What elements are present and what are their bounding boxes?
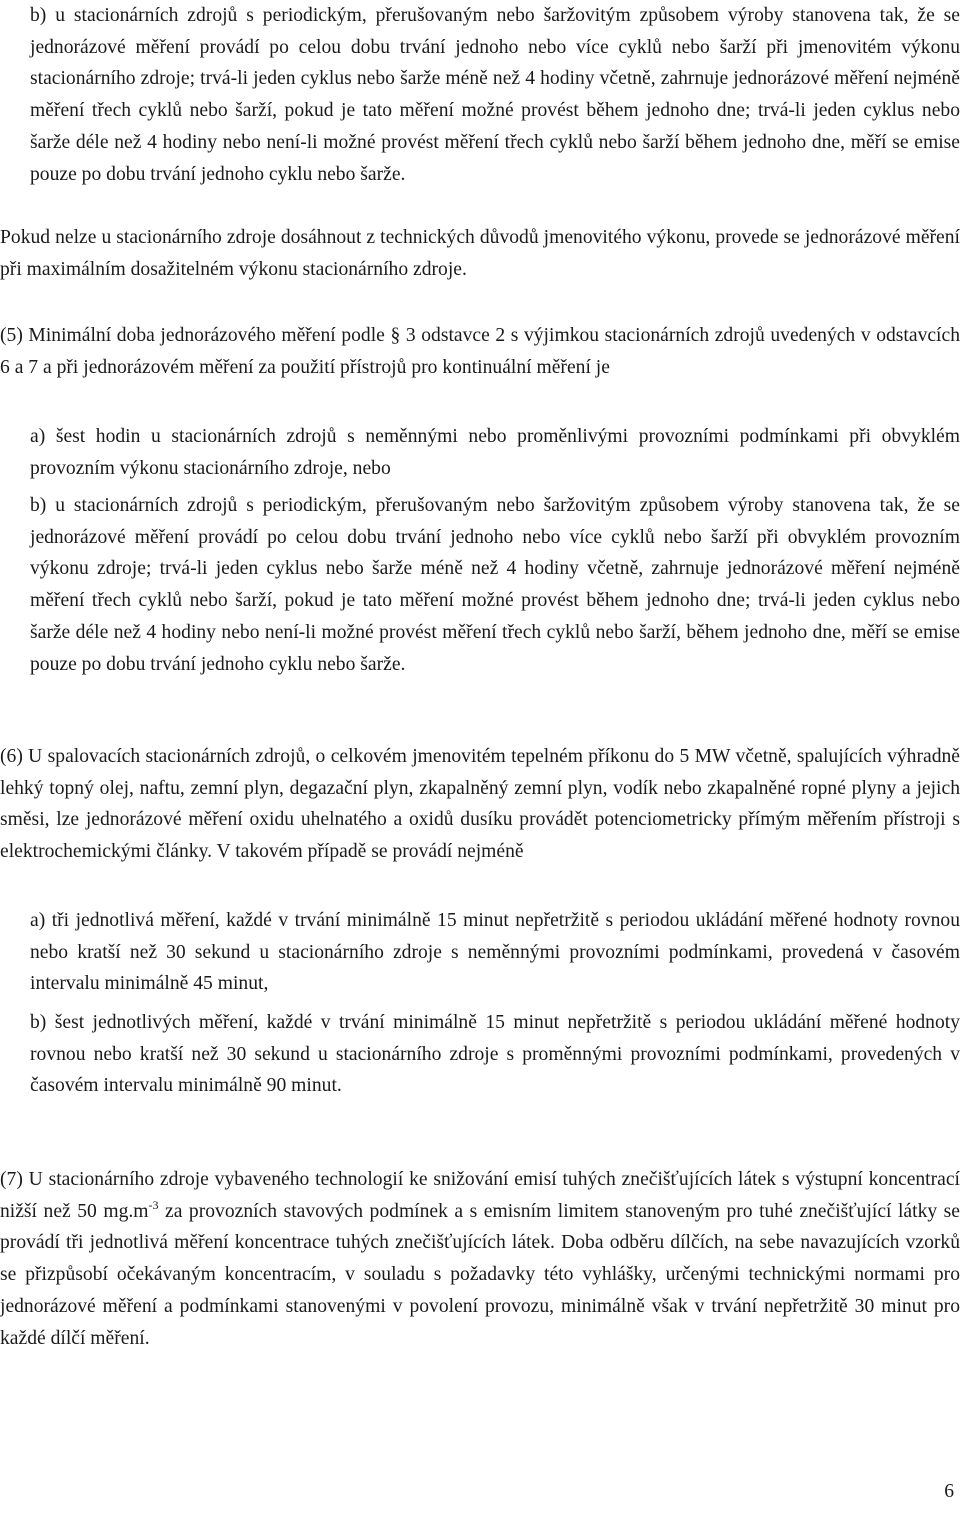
paragraph-5b: b) u stacionárních zdrojů s periodickým, přerušovaným nebo šaržovitým způsobem výroby stanovena tak, že se jednorázové měření provádí po celou dobu trvání jednoho nebo více cyklů nebo šarží při obvyklém provozním výkonu zdroje; trvá-li jeden cyklus nebo šarže méně než 4 hodiny včetně, zahrnuje jednorázové měření nejméně měření třech cyklů nebo šarží, pokud je tato měření možné provést během jednoho dne; trvá-li jeden cyklus nebo šarže déle než 4 hodiny nebo není-li možné provést měření třech cyklů nebo šarží, během jednoho dne, měří se emise pouze po dobu trvání jednoho cyklu nebo šarže. [30, 495, 960, 675]
unit-exponent: -3 [148, 1197, 159, 1212]
paragraph-5-intro: (5) Minimální doba jednorázového měření podle § 3 odstavce 2 s výjimkou stacionárních zdrojů uvedených v odstavcích 6 a 7 a při jednorázovém měření za použití přístrojů pro kontinuální měření je [0, 325, 960, 378]
page-number: 6 [944, 1481, 954, 1502]
paragraph-nominal-power-note: Pokud nelze u stacionárního zdroje dosáhnout z technických důvodů jmenovitého výkonu, provede se jednorázové měření při maximálním dosažitelném výkonu stacionárního zdroje. [0, 227, 960, 280]
paragraph-4b-continued: b) u stacionárních zdrojů s periodickým, přerušovaným nebo šaržovitým způsobem výroby stanovena tak, že se jednorázové měření provádí po celou dobu trvání jednoho nebo více cyklů nebo šarží při jmenovitém výkonu stacionárního zdroje; trvá-li jeden cyklus nebo šarže méně než 4 hodiny včetně, zahrnuje jednorázové měření nejméně měření třech cyklů nebo šarží, pokud je tato měření možné provést během jednoho dne; trvá-li jeden cyklus nebo šarže déle než 4 hodiny nebo není-li možné provést měření třech cyklů nebo šarží během jednoho dne, měří se emise pouze po dobu trvání jednoho cyklu nebo šarže. [30, 5, 960, 185]
paragraph-7-text-start: (7) U stacionárního zdroje vybaveného technologií ke snižování emisí tuhých znečišťujících látek s výstupní koncentrací nižší než 50 mg.m [0, 1169, 960, 1222]
paragraph-6a: a) tři jednotlivá měření, každé v trvání minimálně 15 minut nepřetržitě s periodou ukládání měřené hodnoty rovnou nebo kratší než 30 sekund u stacionárního zdroje s neměnnými provozními podmínkami, provedená v časovém intervalu minimálně 45 minut, [30, 910, 960, 995]
paragraph-6-intro: (6) U spalovacích stacionárních zdrojů, o celkovém jmenovitém tepelném příkonu do 5 MW včetně, spalujících výhradně lehký topný olej, naftu, zemní plyn, degazační plyn, zkapalněný zemní plyn, vodík nebo zkapalněné ropné plyny a jejich směsi, lze jednorázové měření oxidu uhelnatého a oxidů dusíku provádět potenciometricky přímým měřením přístroji s elektrochemickými články. V takovém případě se provádí nejméně [0, 746, 960, 863]
paragraph-7-text-end: za provozních stavových podmínek a s emisním limitem stanoveným pro tuhé znečišťující látky se provádí tři jednotlivá měření koncentrace tuhých znečišťujících látek. Doba odběru dílčích, na sebe navazujících vzorků se přizpůsobí očekávaným koncentracím, v souladu s požadavky této vyhlášky, určenými technickými normami pro jednorázové měření a podmínkami stanovenými v povolení provozu, minimálně však v trvání nepřetržitě 30 minut pro každé dílčí měření. [0, 1200, 960, 1349]
paragraph-7 [0, 1164, 960, 1354]
paragraph-6b: b) šest jednotlivých měření, každé v trvání minimálně 15 minut nepřetržitě s periodou ukládání měřené hodnoty rovnou nebo kratší než 30 sekund u stacionárního zdroje s proměnnými provozními podmínkami, provedených v časovém intervalu minimálně 90 minut. [30, 1012, 960, 1097]
paragraph-5a: a) šest hodin u stacionárních zdrojů s neměnnými nebo proměnlivými provozními podmínkami při obvyklém provozním výkonu stacionárního zdroje, nebo [30, 426, 960, 479]
